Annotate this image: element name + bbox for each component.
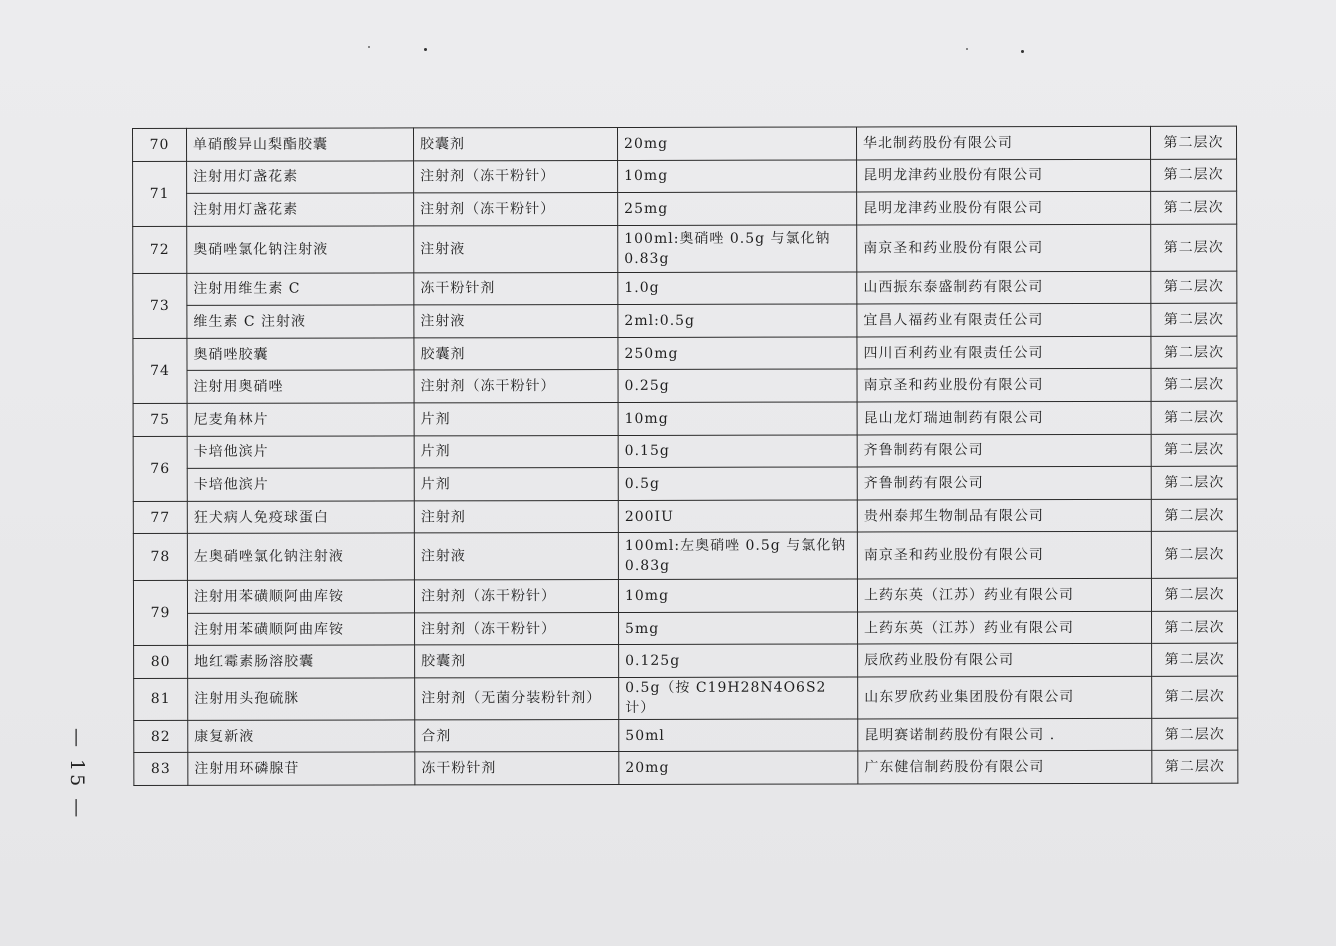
row-number: 74 bbox=[133, 338, 187, 403]
table-row bbox=[133, 126, 1237, 161]
dosage-form: 注射液 bbox=[414, 305, 618, 338]
tier-level: 第二层次 bbox=[1151, 532, 1237, 579]
manufacturer: 辰欣药业股份有限公司 bbox=[858, 644, 1152, 677]
manufacturer: 宜昌人福药业有限责任公司 bbox=[857, 304, 1151, 337]
tier-level: 第二层次 bbox=[1152, 676, 1238, 718]
tier-level: 第二层次 bbox=[1151, 499, 1237, 532]
specification: 0.25g bbox=[618, 369, 857, 402]
drug-name: 注射用环磷腺苷 bbox=[188, 752, 415, 785]
dosage-form: 冻干粉针剂 bbox=[415, 752, 619, 785]
row-number: 77 bbox=[133, 501, 187, 534]
specification: 20mg bbox=[619, 751, 858, 784]
specification: 250mg bbox=[618, 337, 857, 370]
specification: 5mg bbox=[619, 612, 858, 645]
manufacturer: 南京圣和药业股份有限公司 bbox=[857, 224, 1151, 271]
table-row bbox=[133, 369, 1237, 404]
manufacturer: 南京圣和药业股份有限公司 bbox=[857, 369, 1151, 402]
manufacturer: 山东罗欣药业集团股份有限公司 bbox=[858, 676, 1152, 718]
tier-level: 第二层次 bbox=[1151, 578, 1237, 611]
dosage-form: 注射剂（冻干粉针） bbox=[414, 193, 618, 226]
table-row bbox=[134, 718, 1238, 753]
specification: 100ml:左奥硝唑 0.5g 与氯化钠 0.83g bbox=[618, 532, 857, 579]
table-row bbox=[133, 159, 1237, 194]
manufacturer: 贵州泰邦生物制品有限公司 bbox=[857, 499, 1151, 532]
table-row bbox=[133, 224, 1237, 273]
drug-name: 狂犬病人免疫球蛋白 bbox=[187, 501, 414, 534]
drug-name: 卡培他滨片 bbox=[187, 468, 414, 501]
specification: 200IU bbox=[618, 500, 857, 533]
row-number: 73 bbox=[133, 273, 187, 338]
table-row bbox=[133, 434, 1237, 469]
manufacturer: 华北制药股份有限公司 bbox=[856, 126, 1150, 159]
row-number: 78 bbox=[133, 534, 187, 581]
manufacturer: 南京圣和药业股份有限公司 bbox=[857, 532, 1151, 579]
dosage-form: 注射剂（冻干粉针） bbox=[414, 580, 618, 613]
manufacturer: 山西振东泰盛制药有限公司 bbox=[857, 271, 1151, 304]
drug-name: 左奥硝唑氯化钠注射液 bbox=[187, 533, 414, 580]
table-row bbox=[133, 271, 1237, 306]
table-row bbox=[133, 401, 1237, 436]
dosage-form: 注射液 bbox=[414, 533, 618, 580]
page-number: — 15 — bbox=[66, 728, 88, 821]
dosage-form: 胶囊剂 bbox=[414, 337, 618, 370]
drug-name: 维生素 C 注射液 bbox=[187, 305, 414, 338]
table-row bbox=[133, 466, 1237, 501]
specification: 0.5g bbox=[618, 467, 857, 500]
specification: 0.5g（按 C19H28N4O6S2 计） bbox=[619, 677, 858, 719]
tier-level: 第二层次 bbox=[1150, 126, 1236, 159]
drug-name: 奥硝唑氯化钠注射液 bbox=[187, 226, 414, 273]
manufacturer: 齐鲁制药有限公司 bbox=[857, 467, 1151, 500]
dosage-form: 注射剂（冻干粉针） bbox=[414, 160, 618, 193]
row-number: 72 bbox=[133, 226, 187, 273]
manufacturer: 齐鲁制药有限公司 bbox=[857, 434, 1151, 467]
drug-name: 注射用维生素 C bbox=[187, 273, 414, 306]
table-row bbox=[133, 532, 1237, 581]
table-row bbox=[133, 191, 1237, 226]
tier-level: 第二层次 bbox=[1151, 159, 1237, 192]
dosage-form: 注射剂（冻干粉针） bbox=[414, 370, 618, 403]
tier-level: 第二层次 bbox=[1151, 271, 1237, 304]
manufacturer: 上药东英（江苏）药业有限公司 bbox=[858, 611, 1152, 644]
specification: 10mg bbox=[618, 402, 857, 435]
manufacturer: 四川百利药业有限责任公司 bbox=[857, 336, 1151, 369]
dosage-form: 片剂 bbox=[414, 468, 618, 501]
manufacturer: 广东健信制药股份有限公司 bbox=[858, 751, 1152, 784]
dosage-form: 片剂 bbox=[414, 435, 618, 468]
tier-level: 第二层次 bbox=[1151, 224, 1237, 271]
tier-level: 第二层次 bbox=[1152, 718, 1238, 751]
dosage-form: 合剂 bbox=[415, 719, 619, 752]
specification: 0.125g bbox=[619, 644, 858, 677]
table-row bbox=[133, 303, 1237, 338]
table-row bbox=[134, 611, 1238, 646]
specification: 10mg bbox=[618, 160, 857, 193]
drug-name: 注射用苯磺顺阿曲库铵 bbox=[187, 580, 414, 613]
tier-level: 第二层次 bbox=[1152, 751, 1238, 784]
specification: 50ml bbox=[619, 719, 858, 752]
dosage-form: 注射剂 bbox=[414, 500, 618, 533]
manufacturer: 昆明赛诺制药股份有限公司 . bbox=[858, 718, 1152, 751]
tier-level: 第二层次 bbox=[1151, 401, 1237, 434]
specification: 100ml:奥硝唑 0.5g 与氯化钠 0.83g bbox=[618, 225, 857, 272]
drug-list-table bbox=[132, 126, 1238, 786]
manufacturer: 昆明龙津药业股份有限公司 bbox=[857, 159, 1151, 192]
tier-level: 第二层次 bbox=[1152, 611, 1238, 644]
drug-name: 注射用灯盏花素 bbox=[187, 161, 414, 194]
specification: 20mg bbox=[618, 127, 857, 160]
drug-name: 尼麦角林片 bbox=[187, 403, 414, 436]
dosage-form: 冻干粉针剂 bbox=[414, 272, 618, 305]
dosage-form: 胶囊剂 bbox=[414, 127, 618, 160]
manufacturer: 上药东英（江苏）药业有限公司 bbox=[857, 579, 1151, 612]
table-row bbox=[133, 336, 1237, 371]
drug-name: 单硝酸异山梨酯胶囊 bbox=[187, 128, 414, 161]
drug-name: 卡培他滨片 bbox=[187, 436, 414, 469]
table-row bbox=[134, 676, 1238, 720]
table-row bbox=[134, 644, 1238, 679]
specification: 25mg bbox=[618, 192, 857, 225]
row-number: 79 bbox=[133, 581, 187, 646]
dosage-form: 注射剂（无菌分装粉针剂） bbox=[415, 677, 619, 719]
table-row bbox=[133, 578, 1237, 613]
row-number: 81 bbox=[134, 678, 188, 720]
drug-name: 注射用灯盏花素 bbox=[187, 193, 414, 226]
table-row bbox=[134, 751, 1238, 786]
dosage-form: 胶囊剂 bbox=[415, 645, 619, 678]
specification: 10mg bbox=[618, 579, 857, 612]
tier-level: 第二层次 bbox=[1151, 336, 1237, 369]
tier-level: 第二层次 bbox=[1151, 369, 1237, 402]
drug-name: 注射用奥硝唑 bbox=[187, 370, 414, 403]
drug-name: 注射用苯磺顺阿曲库铵 bbox=[188, 613, 415, 646]
drug-name: 康复新液 bbox=[188, 720, 415, 753]
manufacturer: 昆明龙津药业股份有限公司 bbox=[857, 192, 1151, 225]
tier-level: 第二层次 bbox=[1151, 191, 1237, 224]
drug-name: 注射用头孢硫脒 bbox=[188, 678, 415, 720]
manufacturer: 昆山龙灯瑞迪制药有限公司 bbox=[857, 401, 1151, 434]
row-number: 83 bbox=[134, 753, 188, 786]
tier-level: 第二层次 bbox=[1151, 466, 1237, 499]
tier-level: 第二层次 bbox=[1152, 644, 1238, 677]
row-number: 82 bbox=[134, 720, 188, 753]
specification: 0.15g bbox=[618, 435, 857, 468]
row-number: 75 bbox=[133, 403, 187, 436]
specification: 1.0g bbox=[618, 272, 857, 305]
tier-level: 第二层次 bbox=[1151, 434, 1237, 467]
tier-level: 第二层次 bbox=[1151, 303, 1237, 336]
drug-name: 地红霉素肠溶胶囊 bbox=[188, 645, 415, 678]
drug-name: 奥硝唑胶囊 bbox=[187, 338, 414, 371]
dosage-form: 片剂 bbox=[414, 402, 618, 435]
specification: 2ml:0.5g bbox=[618, 304, 857, 337]
row-number: 80 bbox=[134, 646, 188, 679]
row-number: 76 bbox=[133, 436, 187, 501]
dosage-form: 注射液 bbox=[414, 225, 618, 272]
row-number: 70 bbox=[133, 128, 187, 161]
table-row bbox=[133, 499, 1237, 534]
row-number: 71 bbox=[133, 161, 187, 226]
dosage-form: 注射剂（冻干粉针） bbox=[415, 612, 619, 645]
